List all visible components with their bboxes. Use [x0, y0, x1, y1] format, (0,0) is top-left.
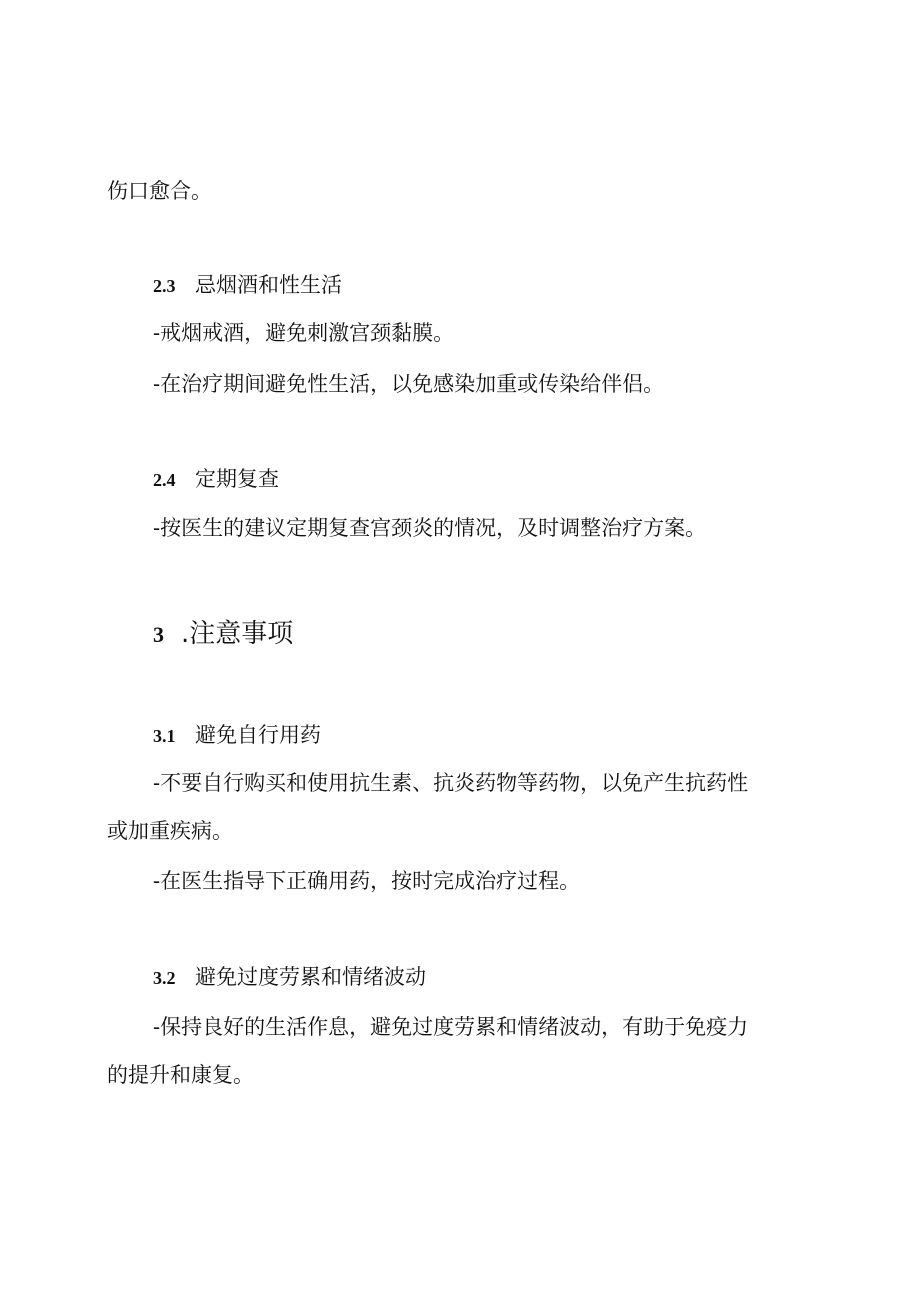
- heading-title: 定期复查: [195, 467, 279, 491]
- heading-3-1: [153, 722, 321, 749]
- heading-title: 忌烟酒和性生活: [195, 273, 342, 297]
- list-item: -戒烟戒酒，避免刺激宫颈黏膜。: [153, 321, 455, 345]
- heading-title: .注意事项: [181, 619, 294, 649]
- heading-number: 2.4: [153, 470, 176, 490]
- list-item-line: -不要自行购买和使用抗生素、抗炎药物等药物，以免产生抗药性: [153, 771, 749, 795]
- heading-3: [153, 618, 293, 651]
- list-item-line: 或加重疾病。: [107, 819, 233, 843]
- heading-3-2: [153, 964, 426, 991]
- heading-number: 3.1: [153, 726, 176, 746]
- list-item: -在治疗期间避免性生活，以免感染加重或传染给伴侣。: [153, 372, 665, 396]
- list-item: -在医生指导下正确用药，按时完成治疗过程。: [153, 869, 581, 893]
- heading-number: 3: [153, 622, 164, 647]
- list-item-line: -保持良好的生活作息，避免过度劳累和情绪波动，有助于免疫力: [153, 1015, 749, 1039]
- list-item: -按医生的建议定期复查宫颈炎的情况，及时调整治疗方案。: [153, 516, 707, 540]
- heading-2-3: [153, 272, 342, 299]
- heading-number: 2.3: [153, 276, 176, 296]
- heading-title: 避免自行用药: [195, 723, 321, 747]
- heading-2-4: [153, 466, 279, 493]
- heading-title: 避免过度劳累和情绪波动: [195, 965, 426, 989]
- list-item-line: 的提升和康复。: [107, 1063, 254, 1087]
- heading-number: 3.2: [153, 968, 176, 988]
- paragraph-continuation: 伤口愈合。: [107, 179, 212, 203]
